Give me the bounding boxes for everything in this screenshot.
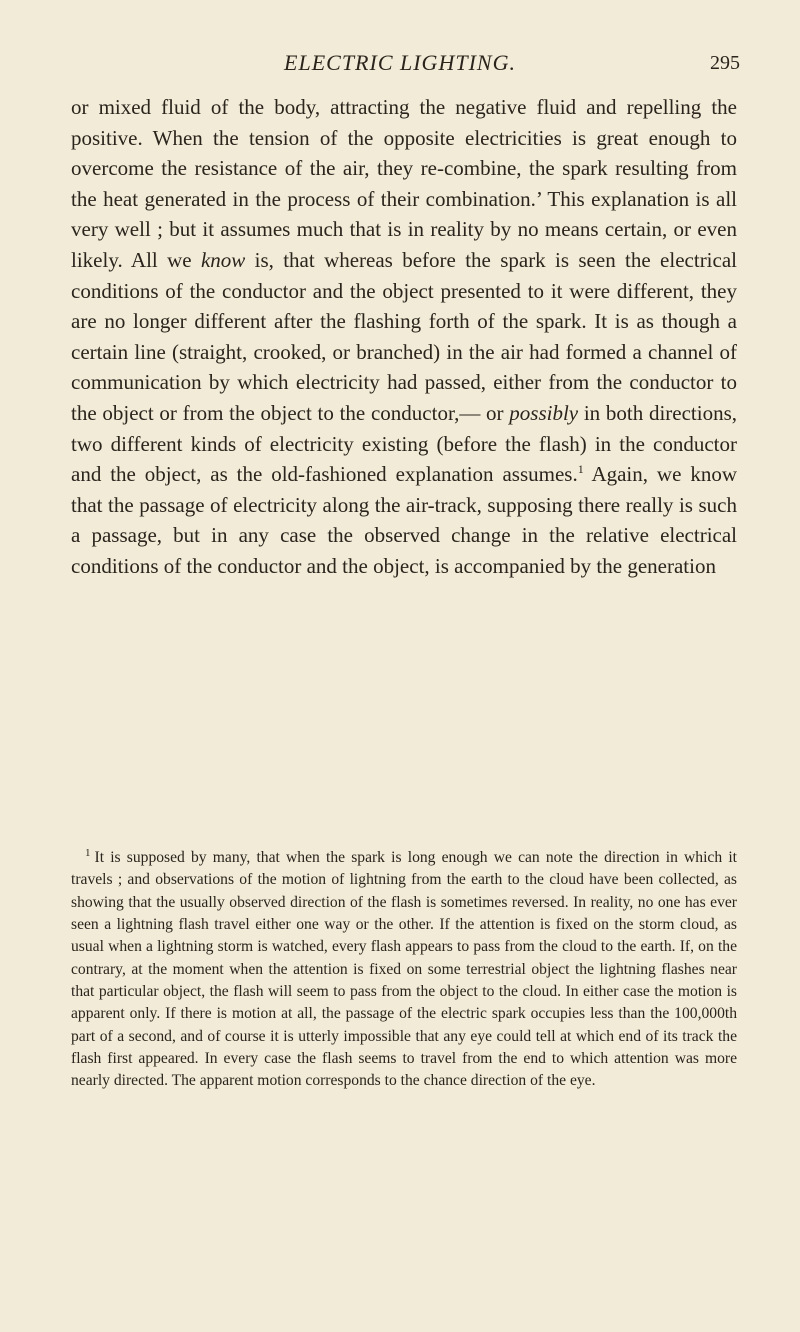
body-text-segment: is, that whereas before the spark is seen the electrical conditions of the conductor and the object presented to it were different, they are no longer different after the flashing forth of the spark. It is as though a certain line (straight, crooked, or branched) in the air had formed a channel of communication by which electricity had passed, either from the conductor to the object or from the object to the conductor,— or (71, 247, 737, 425)
page-header (0, 50, 800, 82)
body-text-segment: Again, we know that the passage of electricity along the air-track, supposing there really is such a passage, but in any case the observed change in the relative electrical conditions of the conductor and the object, is accompanied by the generation (71, 462, 737, 578)
body-text-segment: in both directions, two different kinds of electricity existing (before the flash) in the conductor and the object, as the old-fashioned explanation assumes. (71, 400, 738, 487)
main-paragraph (71, 92, 737, 582)
running-title: ELECTRIC LIGHTING. (284, 50, 516, 75)
emphasis-possibly: possibly (509, 400, 579, 425)
page-number: 295 (710, 52, 740, 74)
footnote (71, 842, 737, 1092)
footnote-marker: 1 (85, 847, 91, 859)
footnote-text: It is supposed by many, that when the spark is long enough we can note the direction in which it travels ; and observations of the motion of lightning from the earth to the cloud have been collected, as showing that the usually observed direction of the flash is sometimes reversed. In reality, no one has ever seen a lightning flash travel either one way or the other. If the attention is fixed on the storm cloud, as usual when a lightning storm is watched, every flash appears to pass from the cloud to the earth. If, on the contrary, at the moment when the attention is fixed on some terrestrial object the lightning flashes near that particular object, the flash will seem to pass from the object to the cloud. In either case the motion is apparent only. If there is motion at all, the passage of the electric spark occupies less than the 100,000th part of a second, and of course it is utterly impossible that any eye could tell at which end of its track the flash first appeared. In every case the flash seems to travel from the end to which attention was more nearly directed. The apparent motion corresponds to the chance direction of the eye. (71, 849, 737, 1090)
emphasis-know: know (200, 247, 246, 272)
body-text-segment: or mixed fluid of the body, attracting the negative fluid and repelling the positive. When the tension of the opposite electricities is great enough to overcome the resistance of the air, they re-combine, the spark resulting from the heat generated in the process of their combination.’ This explanation is all very well ; but it assumes much that is in reality by no means certain, or even likely. All we (71, 95, 737, 272)
footnote-reference: 1 (577, 462, 584, 477)
